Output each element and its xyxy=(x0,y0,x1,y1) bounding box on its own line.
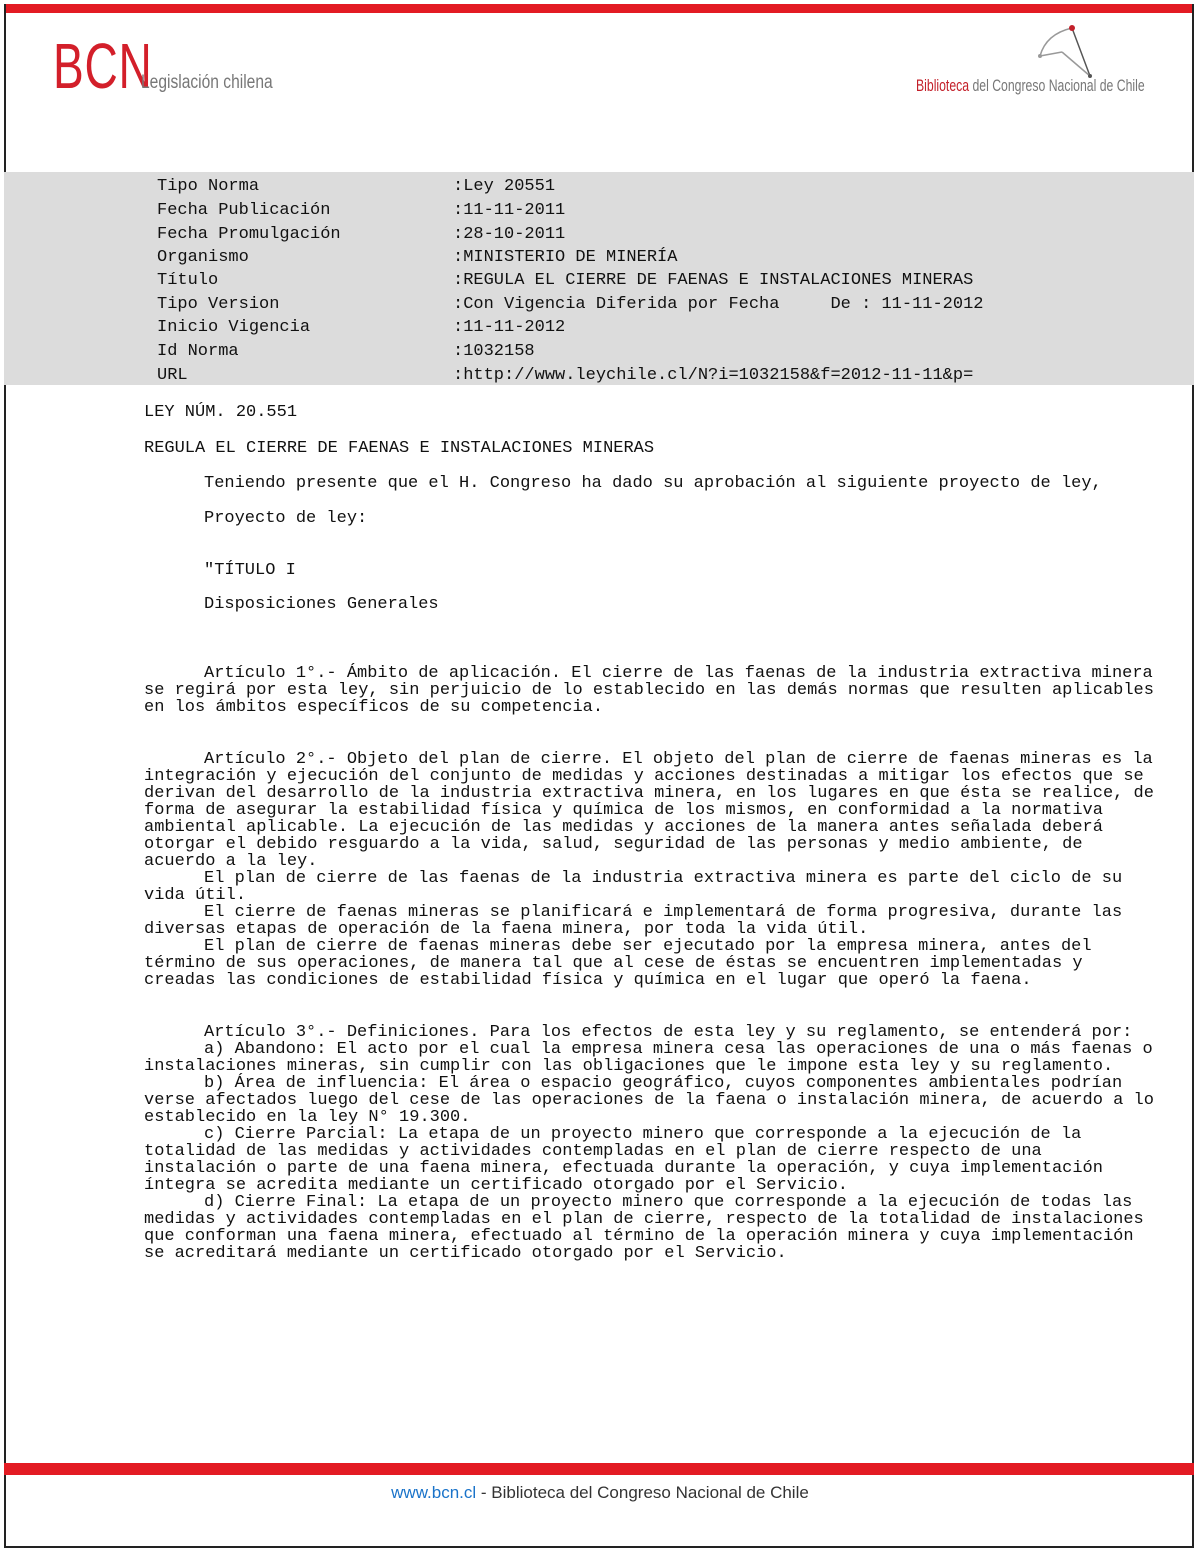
congress-arc-icon xyxy=(1032,22,1096,82)
bcn-logo xyxy=(53,30,302,102)
page-footer xyxy=(0,1483,1200,1503)
intro-paragraph: Teniendo presente que el H. Congreso ha dado su aprobación al siguiente proyecto de ley, xyxy=(204,474,1102,493)
article-3-def-a: a) Abandono: El acto por el cual la empresa minera cesa las operaciones de una o más faenas o instalaciones mineras, sin cumplir con las obligaciones que le impone esta ley y su reglamento. xyxy=(144,1040,1153,1076)
proyecto-label: Proyecto de ley: xyxy=(204,509,368,528)
disposiciones-heading: Disposiciones Generales xyxy=(204,595,439,614)
article-3-def-c: c) Cierre Parcial: La etapa de un proyecto minero que corresponde a la ejecución de la totalidad de las medidas y actividades contempladas en el plan de cierre respecto de una instalación o parte de una faena minera, efectuada durante la operación, y cuya implementación íntegra se acredita mediante un certificado otorgado por el Servicio. xyxy=(144,1125,1103,1195)
article-2-p4: El plan de cierre de faenas mineras debe ser ejecutado por la empresa minera, antes del término de sus operaciones, de manera tal que al cese de éstas se encuentren implementadas y creadas las condiciones de estabilidad física y química en el lugar que operó la faena. xyxy=(144,937,1092,990)
footer-red-bar xyxy=(4,1463,1194,1475)
law-number: LEY NÚM. 20.551 xyxy=(144,403,298,422)
article-3-def-b: b) Área de influencia: El área o espacio geográfico, cuyos componentes ambientales podrían verse afectados luego del cese de las operaciones de la faena o instalación minera, de acuerdo a lo establecido en la ley N° 19.300. xyxy=(144,1074,1154,1127)
footer-text: - Biblioteca del Congreso Nacional de Chile xyxy=(476,1483,809,1502)
article-2-p3: El cierre de faenas mineras se planificará e implementará de forma progresiva, durante las diversas etapas de operación de la faena minera, por toda la vida útil. xyxy=(144,903,1123,939)
article-3-intro: Artículo 3°.- Definiciones. Para los efectos de esta ley y su reglamento, se entenderá por: xyxy=(204,1023,1133,1042)
bcn-logo-subtitle: Legislación chilena xyxy=(141,72,273,93)
article-2-p1: Artículo 2°.- Objeto del plan de cierre. El objeto del plan de cierre de faenas mineras es la integración y ejecución del conjunto de medidas y acciones destinadas a mitigar los efectos que se derivan del desarrollo de la industria extractiva minera, en los lugares en que ésta se realice, de forma de asegurar la estabilidad física y química de los mismos, en conformidad a la normativa ambiental aplicable. La ejecución de las medidas y acciones de la manera antes señalada deberá otorgar el debido resguardo a la vida, salud, seguridad de las personas y medio ambiente, de acuerdo a la ley. xyxy=(144,750,1154,871)
law-metadata-panel: Tipo Norma :Ley 20551 Fecha Publicación :11-11-2011 Fecha Promulgación :28-10-2011 Organismo :MINISTERIO DE MINERÍA Título :REGULA EL CIERRE DE FAENAS E INSTALACIONES MINERAS Tipo Version :Con Vigencia Diferida por Fecha De : 11-11-2012 Inicio Vigencia :11-11-2012 Id Norma :1032158 URL :http://www.leychile.cl/N?i=1032158&f=2012-11-11&p= xyxy=(4,172,1194,385)
law-title: REGULA EL CIERRE DE FAENAS E INSTALACIONES MINERAS xyxy=(144,439,655,458)
article-1: Artículo 1°.- Ámbito de aplicación. El cierre de las faenas de la industria extractiva minera se regirá por esta ley, sin perjuicio de lo establecido en las demás normas que resulten aplicables en los ámbitos específicos de su competencia. xyxy=(144,664,1154,717)
article-2-p2: El plan de cierre de las faenas de la industria extractiva minera es parte del ciclo de su vida útil. xyxy=(144,869,1123,905)
footer-link[interactable]: www.bcn.cl xyxy=(391,1483,477,1502)
article-3-def-d: d) Cierre Final: La etapa de un proyecto minero que corresponde a la ejecución de todas las medidas y actividades contempladas en el plan de cierre, respecto de la totalidad de instalaciones que conforman una faena minera, efectuado al término de la operación minera y cuya implementación se acreditará mediante un certificado otorgado por el Servicio. xyxy=(144,1193,1144,1263)
law-body xyxy=(144,404,1154,1262)
bcn-logo-mark: BCN xyxy=(53,30,153,102)
titulo-i-heading: "TÍTULO I xyxy=(204,561,296,580)
library-name: Biblioteca del Congreso Nacional de Chile xyxy=(916,76,1145,95)
library-logo xyxy=(908,22,1164,102)
